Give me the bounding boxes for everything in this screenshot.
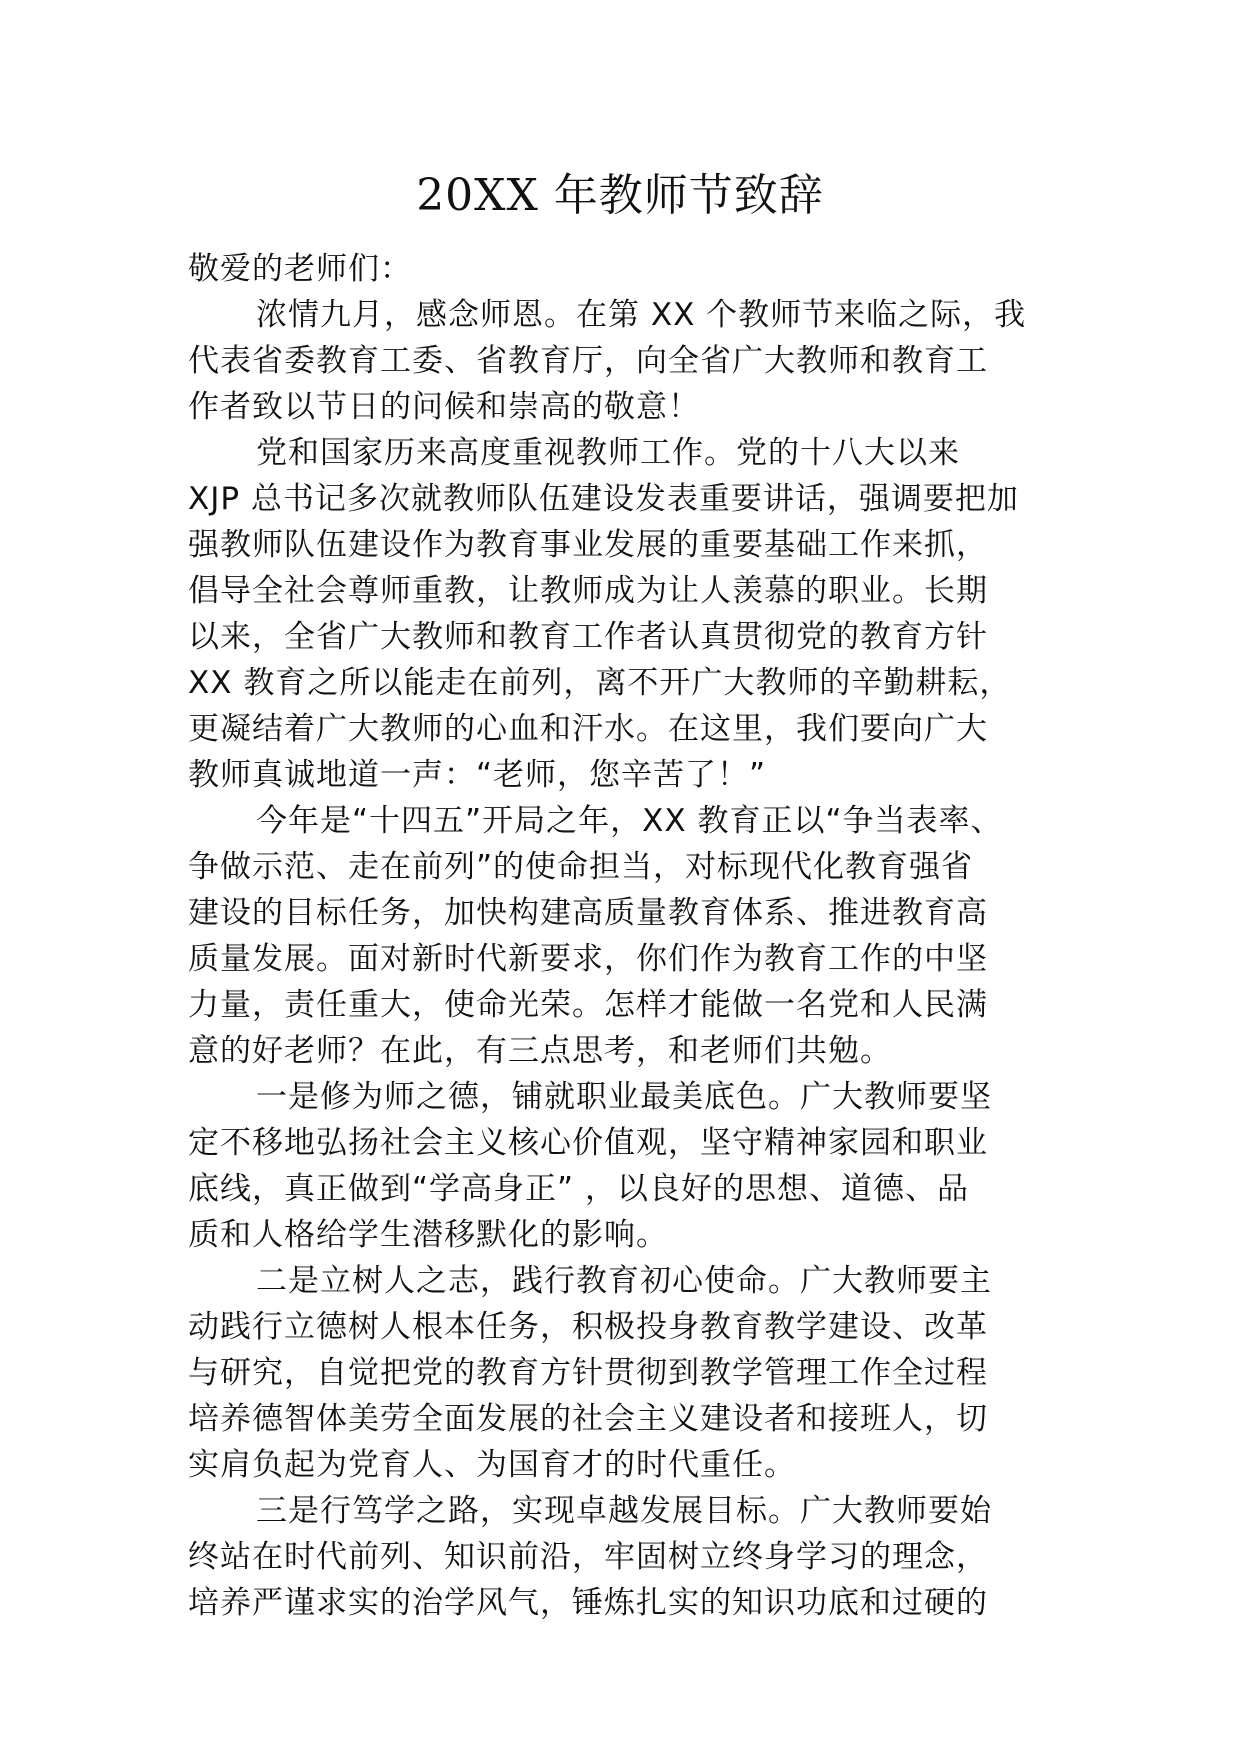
paragraph-line: 意的好老师？在此，有三点思考，和老师们共勉。 [188, 1033, 892, 1069]
paragraph-line: 三是行笃学之路，实现卓越发展目标。广大教师要始 [256, 1493, 992, 1529]
paragraph-line: 培养德智体美劳全面发展的社会主义建设者和接班人，切 [188, 1401, 988, 1437]
paragraph-line: 质量发展。面对新时代新要求，你们作为教育工作的中坚 [188, 941, 988, 977]
body-paragraph [188, 1258, 1068, 1488]
paragraph-line: 实肩负起为党育人、为国育才的时代重任。 [188, 1447, 796, 1483]
paragraph-line: 强教师队伍建设作为教育事业发展的重要基础工作来抓， [188, 527, 988, 563]
body-paragraph [188, 430, 1068, 798]
paragraph-line: 倡导全社会尊师重教，让教师成为让人羡慕的职业。长期 [188, 573, 988, 609]
paragraph-line: 党和国家历来高度重视教师工作。党的十八大以来 [256, 435, 960, 471]
paragraph-line: 质和人格给学生潜移默化的影响。 [188, 1217, 668, 1253]
paragraph-line: 浓情九月，感念师恩。在第 XX 个教师节来临之际，我 [256, 297, 1027, 333]
paragraph-line: 底线，真正做到“学高身正” ，以良好的思想、道德、品 [188, 1171, 969, 1207]
paragraph-line: 更凝结着广大教师的心血和汗水。在这里，我们要向广大 [188, 711, 988, 747]
paragraph-line: 力量，责任重大，使命光荣。怎样才能做一名党和人民满 [188, 987, 988, 1023]
document-body [188, 246, 1068, 1626]
body-paragraph [188, 798, 1068, 1074]
paragraph-line: 一是修为师之德，铺就职业最美底色。广大教师要坚 [256, 1079, 992, 1115]
paragraph-line: 教师真诚地道一声：“老师，您辛苦了！” [188, 757, 767, 793]
paragraph-line: 二是立树人之志，践行教育初心使命。广大教师要主 [256, 1263, 992, 1299]
paragraph-line: 争做示范、走在前列”的使命担当，对标现代化教育强省 [188, 849, 974, 885]
paragraph-line: 终站在时代前列、知识前沿，牢固树立终身学习的理念， [188, 1539, 988, 1575]
paragraph-line: 建设的目标任务，加快构建高质量教育体系、推进教育高 [188, 895, 988, 931]
paragraph-line: XX 教育之所以能走在前列，离不开广大教师的辛勤耕耘， [188, 665, 1012, 701]
paragraph-line: 与研究，自觉把党的教育方针贯彻到教学管理工作全过程 [188, 1355, 988, 1391]
paragraph-line: XJP 总书记多次就教师队伍建设发表重要讲话，强调要把加 [188, 481, 1019, 517]
paragraph-line: 作者致以节日的问候和崇高的敬意！ [188, 389, 700, 425]
paragraph-line: 今年是“十四五”开局之年，XX 教育正以“争当表率、 [256, 803, 1003, 839]
paragraph-line: 定不移地弘扬社会主义核心价值观，坚守精神家园和职业 [188, 1125, 988, 1161]
body-paragraph [188, 1488, 1068, 1626]
paragraph-line: 培养严谨求实的治学风气，锤炼扎实的知识功底和过硬的 [188, 1585, 988, 1621]
body-paragraph [188, 1074, 1068, 1258]
paragraph-line: 动践行立德树人根本任务，积极投身教育教学建设、改革 [188, 1309, 988, 1345]
document-title: 20XX 年教师节致辞 [416, 170, 824, 221]
paragraph-line: 以来，全省广大教师和教育工作者认真贯彻党的教育方针 [188, 619, 988, 655]
paragraph-line: 代表省委教育工委、省教育厅，向全省广大教师和教育工 [188, 343, 988, 379]
salutation: 敬爱的老师们： [188, 251, 412, 287]
paragraph-list [188, 292, 1068, 1626]
body-paragraph [188, 292, 1068, 430]
